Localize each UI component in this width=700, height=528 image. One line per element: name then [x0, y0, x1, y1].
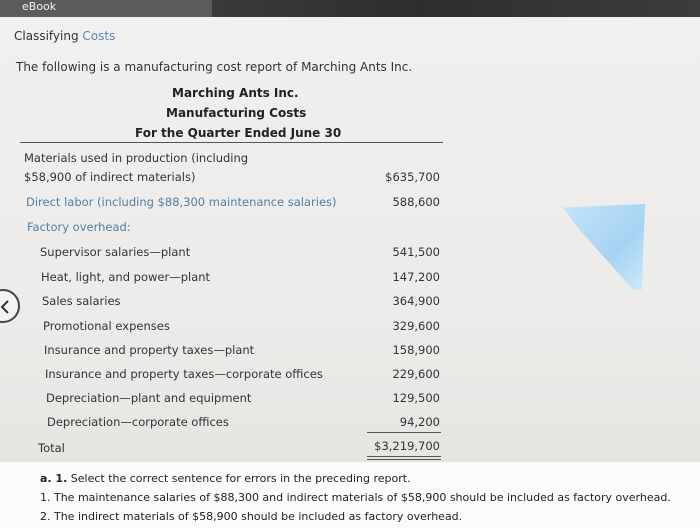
top-bar	[0, 0, 700, 17]
factory-overhead-label: Factory overhead:	[27, 220, 131, 234]
overhead-item-value: 541,500	[392, 245, 440, 259]
overhead-item-label: Insurance and property taxes—corporate offices	[45, 367, 323, 381]
overhead-item-label: Depreciation—plant and equipment	[46, 391, 252, 405]
report-company: Marching Ants Inc.	[172, 86, 299, 100]
overhead-item-value: 364,900	[392, 294, 440, 308]
overhead-item-label: Depreciation—corporate offices	[47, 415, 229, 429]
title-part-1: Classifying	[14, 29, 83, 43]
chevron-left-icon	[0, 300, 10, 314]
materials-label-line1: Materials used in production (including	[24, 151, 249, 165]
page-title	[14, 29, 115, 43]
overhead-item-value: 147,200	[392, 270, 440, 284]
header-rule	[20, 142, 443, 143]
materials-value: $635,700	[385, 170, 440, 184]
overhead-item-value: 129,500	[392, 391, 440, 405]
total-label: Total	[38, 441, 65, 455]
answer-option-2[interactable]: 2. The indirect materials of $58,900 should be included as factory overhead.	[40, 510, 463, 523]
overhead-item-label: Supervisor salaries—plant	[40, 245, 191, 259]
materials-label-line2: $58,900 of indirect materials)	[24, 170, 196, 184]
overhead-item-label: Sales salaries	[42, 294, 121, 308]
overhead-item-label: Promotional expenses	[43, 319, 170, 333]
overhead-item-value: 329,600	[392, 319, 440, 333]
total-rule-top	[367, 432, 441, 433]
direct-labor-label: Direct labor (including $88,300 maintenance salaries)	[26, 195, 337, 209]
report-period: For the Quarter Ended June 30	[135, 126, 342, 140]
question-prompt	[40, 472, 411, 485]
question-text: Select the correct sentence for errors in the preceding report.	[67, 472, 411, 485]
overhead-item-label: Insurance and property taxes—plant	[44, 343, 255, 357]
overhead-item-value: 94,200	[399, 415, 440, 429]
intro-text: The following is a manufacturing cost report of Marching Ants Inc.	[16, 60, 413, 74]
total-rule-double-2	[367, 459, 441, 460]
direct-labor-value: 588,600	[392, 195, 440, 209]
overhead-item-value: 229,600	[392, 367, 440, 381]
title-part-2: Costs	[82, 29, 116, 43]
total-value: $3,219,700	[374, 439, 440, 453]
report-title: Manufacturing Costs	[166, 106, 307, 120]
question-number: a. 1.	[40, 472, 68, 485]
ebook-tab[interactable]: eBook	[0, 0, 212, 17]
overhead-item-label: Heat, light, and power—plant	[41, 270, 211, 284]
total-rule-double-1	[367, 456, 441, 457]
answer-option-1[interactable]: 1. The maintenance salaries of $88,300 and indirect materials of $58,900 should be included as factory overhead.	[40, 491, 671, 504]
overhead-item-value: 158,900	[392, 343, 440, 357]
